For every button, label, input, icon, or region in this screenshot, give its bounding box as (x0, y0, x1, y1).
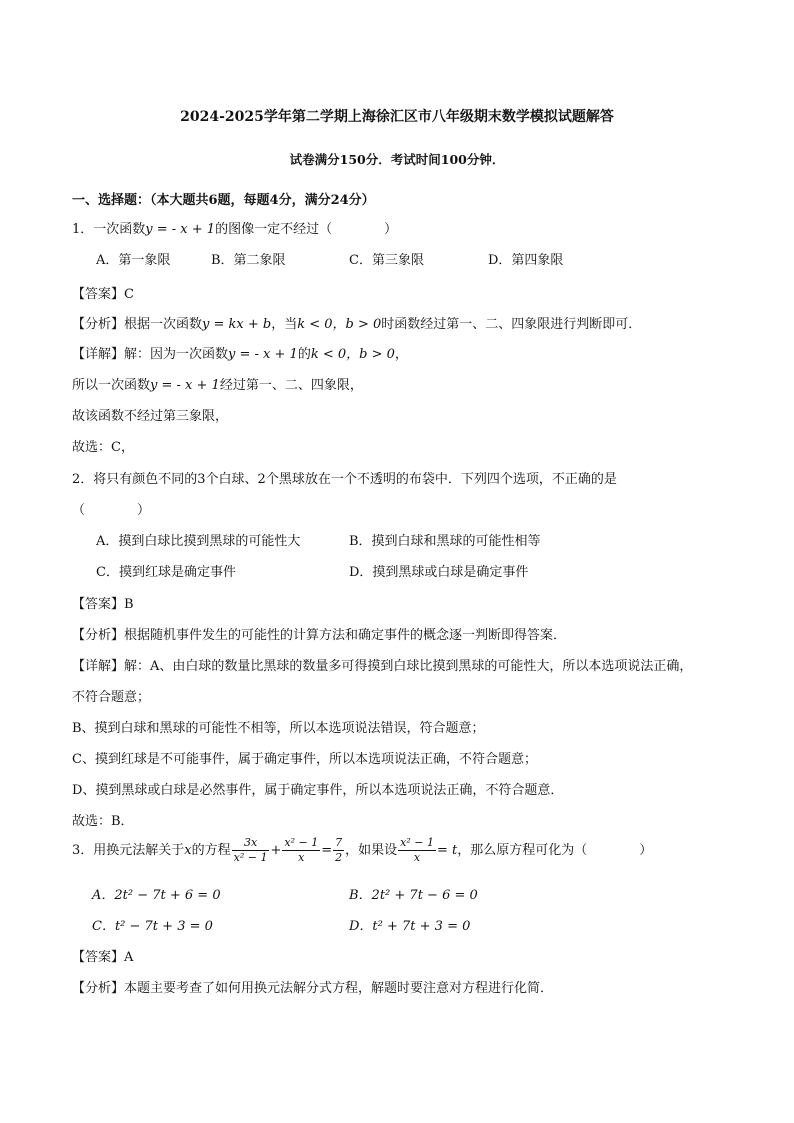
q1-detail-text3: ， (394, 347, 408, 362)
q2-detail-d: D、摸到黑球或白球是必然事件，属于确定事件，所以本选项说法正确，不符合题意． (72, 783, 564, 798)
q1-stem-text: 1．一次函数 (72, 222, 146, 237)
q1-analysis-condition: k < 0，b > 0 (297, 317, 382, 332)
q3-equals: = (321, 843, 333, 858)
q1-analysis-text: 【分析】根据一次函数 (72, 317, 203, 332)
q1-detail-formula: y = - x + 1 (228, 347, 298, 362)
q1-detail-line2 (72, 374, 363, 393)
q1-detail-text: 【详解】解：因为一次函数 (72, 347, 229, 362)
q1-option-d: D．第四象限 (488, 253, 564, 268)
q3-stem-tail: ，那么原方程可化为（ ） (457, 843, 653, 858)
q3-fraction-4-num: x² − 1 (400, 836, 434, 849)
q3-fraction-1-den: x² − 1 (233, 851, 268, 864)
q1-analysis (72, 313, 641, 332)
q1-detail-condition: k < 0，b > 0 (310, 347, 395, 362)
q1-option-a: A．第一象限 (96, 253, 171, 268)
q3-plus: + (270, 843, 282, 858)
q3-variable: x (184, 843, 192, 858)
q3-fraction-1 (232, 836, 270, 865)
q1-line2-text: 所以一次函数 (72, 378, 151, 393)
q2-stem-paren: （ ） (72, 503, 151, 518)
q2-option-b: B．摸到白球和黑球的可能性相等 (349, 534, 541, 549)
q3-fraction-3-den: 2 (335, 851, 343, 864)
q3-option-d: D．t² + 7t + 3 = 0 (349, 919, 471, 934)
q3-fraction-3-num: 7 (335, 836, 343, 849)
q2-option-a: A．摸到白球比摸到黑球的可能性大 (96, 534, 301, 549)
document-title: 2024-2025学年第二学期上海徐汇区市八年级期末数学模拟试题解答 (180, 109, 614, 125)
q3-stem-text3: ，如果设 (345, 843, 398, 858)
q1-line2-tail: 经过第一、二、四象限， (219, 378, 363, 393)
q3-option-b: B．2t² + 7t − 6 = 0 (349, 888, 478, 903)
q2-analysis: 【分析】根据随机事件发生的可能性的计算方法和确定事件的概念逐一判断即得答案． (72, 628, 567, 643)
q3-stem-text2: 的方程 (191, 843, 231, 858)
q2-answer: 【答案】B (72, 597, 134, 612)
q3-analysis: 【分析】本题主要考查了如何用换元法解分式方程，解题时要注意对方程进行化简． (72, 981, 554, 996)
q3-fraction-2-den: x (298, 851, 305, 864)
q3-fraction-4-den: x (413, 851, 421, 864)
q3-answer: 【答案】A (72, 950, 134, 965)
q2-stem: 2．将只有颜色不同的3个白球、2个黑球放在一个不透明的布袋中．下列四个选项，不正确的是 (72, 472, 617, 487)
q1-analysis-text2: ，当 (271, 317, 298, 332)
q1-detail (72, 343, 408, 362)
q3-option-c: C．t² − 7t + 3 = 0 (92, 919, 213, 934)
q1-analysis-formula: y = kx + b (202, 317, 272, 332)
exam-info: 试卷满分150分．考试时间100分钟． (289, 152, 505, 167)
q1-choice: 故选：C， (72, 440, 134, 455)
q2-option-c: C．摸到红球是确定事件 (96, 565, 236, 580)
q1-stem (72, 218, 397, 237)
section-heading: 一、选择题：（本大题共6题，每题4分，满分24分） (72, 193, 375, 208)
q1-analysis-text3: 时函数经过第一、二、四象限进行判断即可． (381, 317, 642, 332)
q1-detail-text2: 的 (297, 347, 311, 362)
q2-detail-a: 【详解】解：A、由白球的数量比黑球的数量多可得摸到白球比摸到黑球的可能性大，所以本选项说法正确， (72, 659, 693, 674)
q1-option-c: C．第三象限 (349, 253, 424, 268)
q3-option-a: A．2t² − 7t + 6 = 0 (92, 888, 221, 903)
q3-fraction-1-num: 3x (232, 836, 270, 851)
q3-fraction-2-num: x² − 1 (284, 836, 319, 849)
q1-line2-formula: y = - x + 1 (150, 378, 220, 393)
q3-fraction-4 (398, 836, 436, 865)
q1-stem-tail: 的图像一定不经过（ ） (215, 222, 398, 237)
q2-detail-b: B、摸到白球和黑球的可能性不相等，所以本选项说法错误，符合题意； (72, 721, 485, 736)
q3-stem (72, 836, 652, 865)
q1-function: y = - x + 1 (145, 222, 216, 237)
q1-answer: 【答案】C (72, 287, 134, 302)
q1-detail-line3: 故该函数不经过第三象限， (72, 409, 229, 424)
q2-option-d: D．摸到黑球或白球是确定事件 (349, 565, 529, 580)
q3-substitution: = t (436, 843, 458, 858)
q2-choice: 故选：B． (72, 814, 134, 829)
q1-option-b: B．第二象限 (211, 253, 286, 268)
q3-fraction-3 (333, 836, 344, 865)
q2-detail-a-cont: 不符合题意； (72, 690, 151, 705)
q3-fraction-2 (282, 836, 320, 865)
q3-stem-text: 3．用换元法解关于 (72, 843, 185, 858)
q2-detail-c: C、摸到红球是不可能事件，属于确定事件，所以本选项说法正确，不符合题意； (72, 752, 537, 767)
